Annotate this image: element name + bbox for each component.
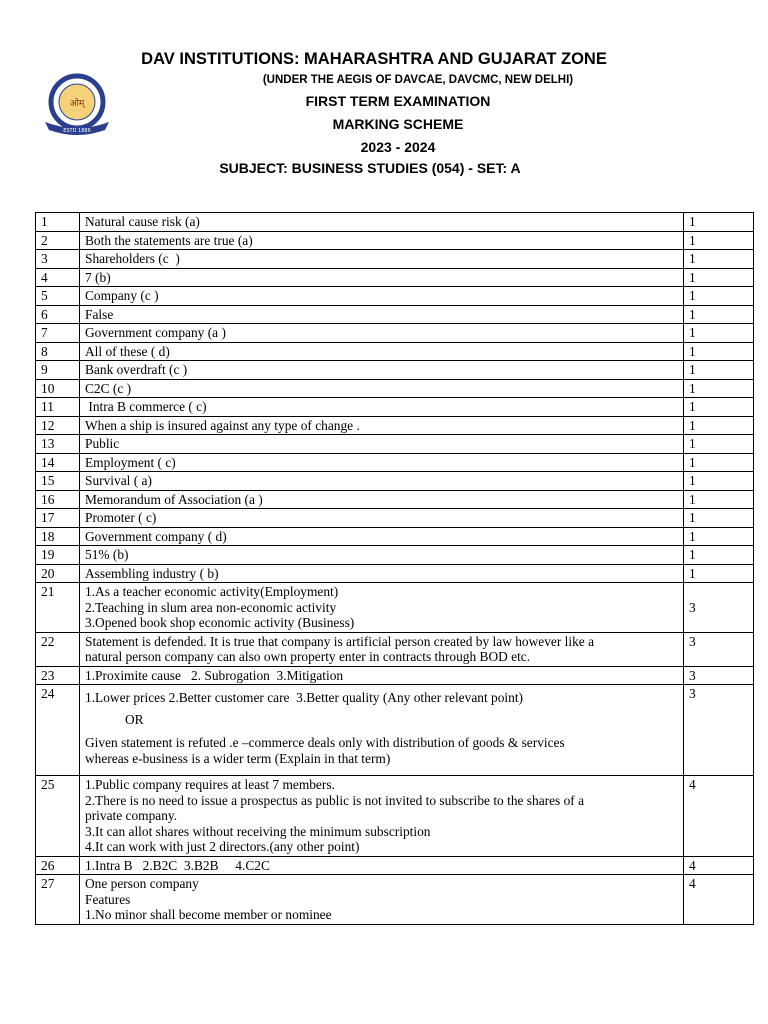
answer-line: Public	[85, 436, 120, 451]
answer-line: 2.There is no need to issue a prospectus as public is not invited to subscribe to the shares of a	[85, 792, 585, 808]
table-row	[36, 435, 754, 454]
question-number: 3	[36, 250, 80, 269]
question-number: 4	[36, 268, 80, 287]
marks-cell: 1	[684, 472, 754, 491]
emblem-est-text: ESTD 1886	[63, 128, 91, 134]
marks-cell: 1	[684, 213, 754, 232]
table-row	[36, 490, 754, 509]
table-row	[36, 342, 754, 361]
answer-line: 1.As a teacher economic activity(Employment)	[85, 584, 339, 599]
marks-cell: 1	[684, 490, 754, 509]
marking-scheme-heading: MARKING SCHEME	[332, 116, 464, 132]
question-number: 20	[36, 564, 80, 583]
answer-line: 3.Opened book shop economic activity (Business)	[85, 615, 355, 630]
answer-cell	[80, 250, 684, 269]
question-number: 8	[36, 342, 80, 361]
answer-cell	[80, 472, 684, 491]
answer-cell	[80, 509, 684, 528]
marks-cell: 1	[684, 268, 754, 287]
institution-subtitle: (UNDER THE AEGIS OF DAVCAE, DAVCMC, NEW DELHI)	[262, 74, 574, 86]
table-row	[36, 361, 754, 380]
marks-cell: 1	[684, 361, 754, 380]
answer-cell	[80, 231, 684, 250]
answer-line: 51% (b)	[85, 547, 129, 562]
table-row	[36, 453, 754, 472]
question-number: 23	[36, 666, 80, 685]
question-number: 24	[36, 685, 80, 776]
question-number: 16	[36, 490, 80, 509]
table-row	[36, 564, 754, 583]
marks-cell: 3	[684, 666, 754, 685]
answer-cell	[80, 213, 684, 232]
table-row	[36, 231, 754, 250]
marks-cell: 1	[684, 231, 754, 250]
answer-line: Given statement is refuted .e –commerce deals only with distribution of goods & services	[85, 735, 565, 750]
question-number: 26	[36, 856, 80, 875]
exam-name: FIRST TERM EXAMINATION	[305, 93, 491, 109]
answer-line: Shareholders (c )	[85, 251, 180, 266]
marks-cell: 1	[684, 342, 754, 361]
answer-line: 7 (b)	[85, 269, 111, 285]
answer-line: OR	[125, 711, 144, 727]
answer-cell	[80, 564, 684, 583]
answer-cell	[80, 856, 684, 875]
answer-line: Memorandum of Association (a )	[85, 491, 263, 507]
marks-cell: 1	[684, 398, 754, 417]
marks-cell: 3	[684, 583, 754, 633]
question-number: 11	[36, 398, 80, 417]
answer-line: False	[85, 306, 114, 322]
table-row	[36, 324, 754, 343]
question-number: 14	[36, 453, 80, 472]
answer-cell	[80, 268, 684, 287]
marks-cell: 4	[684, 776, 754, 857]
answer-cell	[80, 361, 684, 380]
marking-scheme-table	[35, 212, 754, 925]
table-row	[36, 856, 754, 875]
answer-cell	[80, 875, 684, 925]
table-row	[36, 583, 754, 633]
table-row	[36, 398, 754, 417]
answer-cell	[80, 416, 684, 435]
question-number: 25	[36, 776, 80, 857]
marks-cell: 1	[684, 416, 754, 435]
question-number: 7	[36, 324, 80, 343]
answer-line: Government company ( d)	[85, 528, 227, 544]
answer-line: Both the statements are true (a)	[85, 232, 253, 248]
answer-line: Bank overdraft (c )	[85, 362, 188, 377]
answer-line: Survival ( a)	[85, 473, 152, 488]
answer-cell	[80, 583, 684, 633]
question-number: 9	[36, 361, 80, 380]
table-row	[36, 379, 754, 398]
marks-cell: 4	[684, 856, 754, 875]
table-row	[36, 287, 754, 306]
answer-line: 1.No minor shall become member or nominee	[85, 907, 332, 922]
question-number: 12	[36, 416, 80, 435]
question-number: 2	[36, 231, 80, 250]
institution-title: DAV INSTITUTIONS: MAHARASHTRA AND GUJARAT ZONE	[141, 50, 607, 68]
question-number: 10	[36, 379, 80, 398]
answer-line: Company (c )	[85, 288, 159, 303]
answer-cell	[80, 287, 684, 306]
answer-line: When a ship is insured against any type of change .	[85, 417, 360, 433]
question-number: 17	[36, 509, 80, 528]
question-number: 15	[36, 472, 80, 491]
marks-cell: 3	[684, 632, 754, 666]
question-number: 22	[36, 632, 80, 666]
answer-line: Natural cause risk (a)	[85, 214, 200, 229]
marks-cell: 1	[684, 509, 754, 528]
answer-cell	[80, 632, 684, 666]
answer-line: Government company (a )	[85, 325, 226, 340]
answer-line: 1.Proximite cause 2. Subrogation 3.Mitigation	[85, 667, 344, 683]
answer-cell	[80, 305, 684, 324]
marks-cell: 1	[684, 324, 754, 343]
answer-cell	[80, 398, 684, 417]
marks-cell: 4	[684, 875, 754, 925]
table-row	[36, 776, 754, 857]
answer-line: One person company	[85, 876, 199, 891]
answer-line: 2.Teaching in slum area non-economic activity	[85, 599, 337, 615]
question-number: 6	[36, 305, 80, 324]
answer-line: 1.Public company requires at least 7 members.	[85, 777, 335, 792]
answer-line: 4.It can work with just 2 directors.(any other point)	[85, 839, 360, 854]
table-row	[36, 875, 754, 925]
marks-cell: 1	[684, 546, 754, 565]
question-number: 13	[36, 435, 80, 454]
table-row	[36, 666, 754, 685]
table-row	[36, 546, 754, 565]
answer-cell	[80, 435, 684, 454]
answer-line: Employment ( c)	[85, 454, 176, 470]
marks-cell: 1	[684, 564, 754, 583]
table-row	[36, 509, 754, 528]
marks-cell: 1	[684, 435, 754, 454]
question-number: 1	[36, 213, 80, 232]
answer-cell	[80, 324, 684, 343]
marks-cell: 1	[684, 379, 754, 398]
answer-cell	[80, 685, 684, 776]
answer-line: Features	[85, 891, 131, 907]
document-header	[0, 0, 768, 200]
answer-cell	[80, 666, 684, 685]
answer-cell	[80, 490, 684, 509]
table-row	[36, 416, 754, 435]
question-number: 5	[36, 287, 80, 306]
question-number: 27	[36, 875, 80, 925]
answer-cell	[80, 527, 684, 546]
question-number: 21	[36, 583, 80, 633]
table-row	[36, 472, 754, 491]
answer-cell	[80, 776, 684, 857]
table-row	[36, 632, 754, 666]
answer-line: private company.	[85, 808, 178, 823]
answer-line: 3.It can allot shares without receiving the minimum subscription	[85, 823, 431, 839]
answer-cell	[80, 453, 684, 472]
table-row	[36, 268, 754, 287]
emblem-center-text: ओम्	[69, 99, 85, 109]
answer-line: C2C (c )	[85, 380, 132, 396]
answer-line: All of these ( d)	[85, 343, 170, 359]
marks-cell: 3	[684, 685, 754, 776]
answer-cell	[80, 342, 684, 361]
answer-line: 1.Lower prices 2.Better customer care 3.Better quality (Any other relevant point)	[85, 690, 524, 705]
answer-line: Statement is defended. It is true that company is artificial person created by law however like a	[85, 633, 595, 649]
question-number: 19	[36, 546, 80, 565]
answer-line: Intra B commerce ( c)	[85, 399, 207, 414]
answer-cell	[80, 546, 684, 565]
answer-cell	[80, 379, 684, 398]
marks-cell: 1	[684, 250, 754, 269]
table-row	[36, 685, 754, 776]
table-row	[36, 527, 754, 546]
marks-cell: 1	[684, 287, 754, 306]
marking-scheme-rows	[36, 213, 754, 925]
table-row	[36, 250, 754, 269]
table-row	[36, 213, 754, 232]
answer-line: 1.Intra B 2.B2C 3.B2B 4.C2C	[85, 857, 270, 873]
answer-line: natural person company can also own property enter in contracts through BOD etc.	[85, 649, 531, 664]
subject-line: SUBJECT: BUSINESS STUDIES (054) - SET: A	[219, 160, 521, 176]
college-emblem-icon	[41, 72, 113, 138]
question-number: 18	[36, 527, 80, 546]
marks-cell: 1	[684, 453, 754, 472]
academic-year: 2023 - 2024	[360, 139, 436, 155]
marks-cell: 1	[684, 305, 754, 324]
answer-line: whereas e-business is a wider term (Explain in that term)	[85, 750, 391, 766]
answer-line: Promoter ( c)	[85, 510, 157, 525]
answer-line: Assembling industry ( b)	[85, 565, 219, 581]
marks-cell: 1	[684, 527, 754, 546]
table-row	[36, 305, 754, 324]
